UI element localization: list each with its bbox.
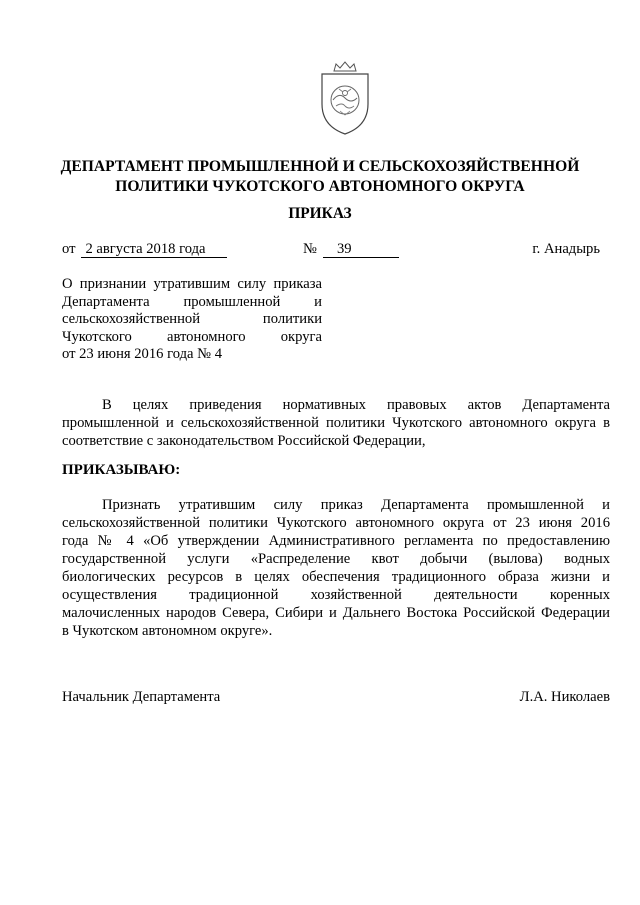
body-line: года № 4 «Об утверждении Административного регламента по предоставлению [62, 533, 610, 549]
order-number [303, 240, 399, 258]
body-line: государственной услуги «Распределение квот добычи (вылова) водных [62, 551, 610, 567]
order-directive: ПРИКАЗЫВАЮ: [62, 462, 181, 478]
document-type-title: ПРИКАЗ [288, 205, 352, 222]
preamble-line: соответствие с законодательством Российской Федерации, [62, 433, 426, 449]
number-prefix: № [303, 241, 317, 257]
department-name-line2: ПОЛИТИКИ ЧУКОТСКОГО АВТОНОМНОГО ОКРУГА [115, 178, 525, 195]
signatory-position: Начальник Департамента [62, 689, 221, 705]
order-body-paragraph [62, 496, 610, 640]
preamble-line: промышленной и сельскохозяйственной политики Чукотского автономного округа в [62, 415, 610, 431]
subject-line: сельскохозяйственной политики [62, 311, 322, 328]
department-name [40, 157, 600, 197]
subject-line: Департамента промышленной и [62, 293, 322, 310]
subject-line: от 23 июня 2016 года № 4 [62, 346, 223, 363]
subject-line: Чукотского автономного округа [62, 328, 322, 345]
signatory-name: Л.А. Николаев [519, 689, 610, 705]
body-line: Признать утратившим силу приказ Департамента промышленной и [102, 497, 610, 513]
body-line: малочисленных народов Севера, Сибири и Дальнего Востока Российской Федерации [62, 605, 610, 621]
body-line: биологических ресурсов в целях обеспечения традиционного образа жизни и [62, 569, 610, 585]
preamble-line: В целях приведения нормативных правовых актов Департамента [102, 397, 610, 413]
order-subject [62, 276, 322, 364]
body-line: в Чукотском автономном округе». [62, 623, 273, 639]
chukotka-coat-of-arms-icon [310, 58, 380, 138]
date-value: 2 августа 2018 года [81, 241, 227, 258]
number-value: 39 [323, 241, 399, 258]
subject-line: О признании утратившим силу приказа [62, 276, 322, 292]
body-line: сельскохозяйственной политики Чукотского автономного округа от 23 июня 2016 [62, 515, 610, 531]
date-prefix: от [62, 241, 76, 257]
order-date [62, 240, 227, 258]
body-line: осуществления традиционной хозяйственной деятельности коренных [62, 587, 610, 603]
preamble-paragraph [62, 396, 610, 450]
department-name-line1: ДЕПАРТАМЕНТ ПРОМЫШЛЕННОЙ И СЕЛЬСКОХОЗЯЙСТВЕННОЙ [60, 158, 580, 175]
order-city: г. Анадырь [532, 241, 600, 257]
